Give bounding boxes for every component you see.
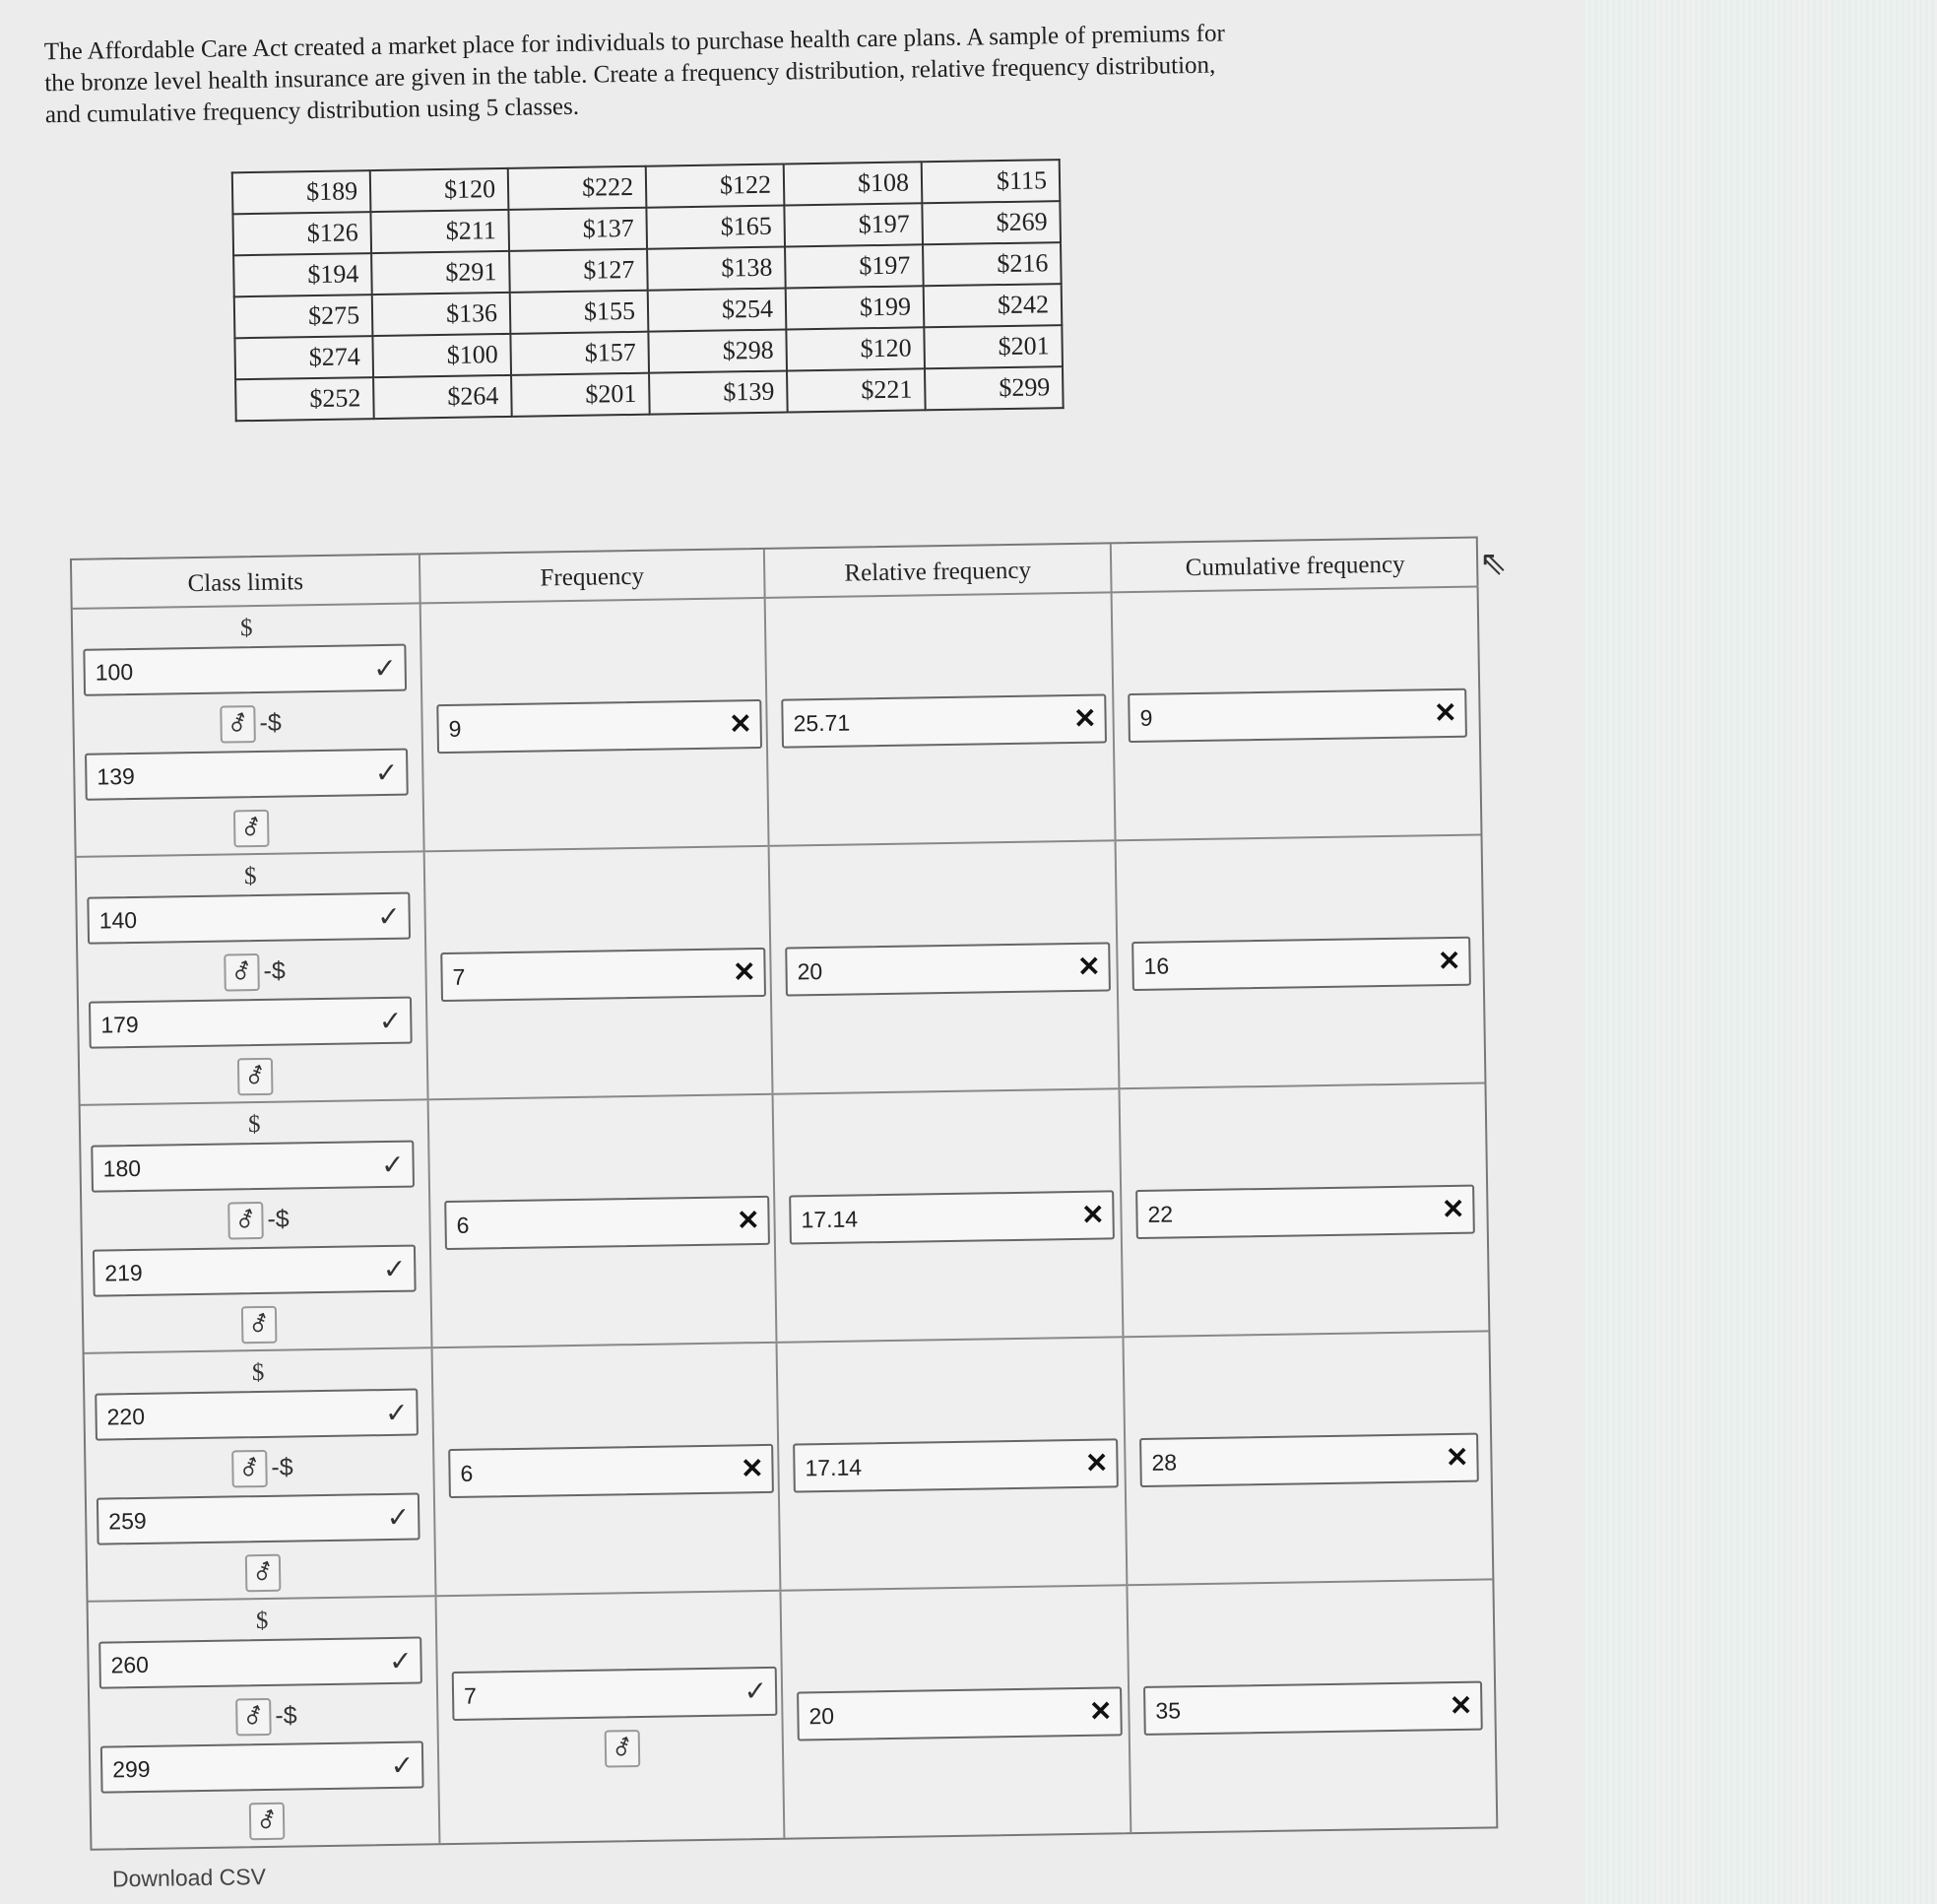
cumulative-frequency-value: 35 <box>1155 1697 1182 1724</box>
lower-limit-value: 220 <box>106 1403 146 1430</box>
relative-frequency-input[interactable] <box>789 1190 1115 1244</box>
relative-frequency-input[interactable] <box>793 1438 1119 1492</box>
gender-icon[interactable]: ⚦ <box>249 1803 286 1841</box>
relative-frequency-input[interactable] <box>781 693 1107 748</box>
check-icon: ✓ <box>390 1749 415 1781</box>
class-row <box>89 1580 1497 1848</box>
premium-cell: $137 <box>508 208 647 251</box>
frequency-value: 7 <box>452 963 466 990</box>
frequency-input[interactable] <box>448 1444 774 1498</box>
gender-icon[interactable]: ⚦ <box>605 1730 641 1768</box>
check-icon: ✓ <box>743 1674 768 1707</box>
premium-cell: $120 <box>370 168 509 212</box>
header-class-limits: Class limits <box>72 555 421 610</box>
check-icon: ✓ <box>384 1397 409 1429</box>
premium-cell: $197 <box>784 203 923 246</box>
close-icon: ✕ <box>732 956 756 988</box>
premium-cell: $157 <box>510 332 649 375</box>
premium-cell: $299 <box>925 366 1064 410</box>
close-icon: ✕ <box>728 708 752 740</box>
upper-limit-value: 139 <box>97 762 135 790</box>
premium-cell: $138 <box>647 247 786 291</box>
frequency-input[interactable] <box>436 699 762 754</box>
dollar-sign: $ <box>251 1358 265 1387</box>
close-icon: ✕ <box>1088 1695 1113 1727</box>
cumulative-frequency-input[interactable] <box>1143 1681 1483 1736</box>
upper-limit-input[interactable] <box>97 1492 420 1544</box>
premium-cell: $275 <box>234 295 373 338</box>
upper-limit-input[interactable] <box>85 749 409 801</box>
close-icon: ✕ <box>1084 1447 1109 1478</box>
class-row <box>77 835 1485 1105</box>
upper-limit-input[interactable] <box>93 1245 417 1297</box>
dash-dollar: -$ <box>271 1453 293 1481</box>
lower-limit-input[interactable] <box>91 1141 415 1193</box>
premium-cell: $211 <box>370 210 509 253</box>
gender-icon[interactable]: ⚦ <box>241 1306 278 1345</box>
close-icon: ✕ <box>1441 1193 1465 1225</box>
lower-limit-input[interactable] <box>87 892 411 945</box>
premium-cell: $126 <box>232 212 371 255</box>
close-icon: ✕ <box>1080 1199 1105 1230</box>
relative-frequency-value: 25.71 <box>793 709 851 737</box>
gender-icon[interactable]: ⚦ <box>233 810 270 848</box>
premium-cell: $298 <box>648 330 787 373</box>
upper-limit-value: 299 <box>112 1755 151 1783</box>
gender-icon[interactable]: ⚦ <box>235 1698 272 1737</box>
cumulative-frequency-value: 16 <box>1143 952 1170 979</box>
premium-cell: $127 <box>509 249 648 293</box>
premium-cell: $194 <box>233 253 372 296</box>
premium-cell: $291 <box>371 251 510 295</box>
frequency-input[interactable] <box>452 1667 778 1721</box>
header-relative-frequency: Relative frequency <box>765 544 1113 599</box>
premium-cell: $254 <box>648 289 787 332</box>
premium-cell: $139 <box>649 370 788 414</box>
lower-limit-value: 140 <box>98 906 138 934</box>
premium-cell: $269 <box>922 201 1061 244</box>
dollar-sign: $ <box>243 863 257 890</box>
lower-limit-input[interactable] <box>95 1389 419 1441</box>
check-icon: ✓ <box>386 1501 411 1534</box>
cumulative-frequency-value: 22 <box>1147 1201 1174 1227</box>
frequency-value: 6 <box>456 1212 470 1238</box>
premium-cell: $122 <box>646 164 785 208</box>
check-icon: ✓ <box>382 1253 407 1285</box>
lower-limit-value: 180 <box>102 1154 142 1182</box>
upper-limit-value: 179 <box>100 1011 139 1038</box>
cumulative-frequency-input[interactable] <box>1139 1433 1479 1487</box>
relative-frequency-value: 17.14 <box>805 1454 863 1481</box>
class-row <box>73 588 1481 858</box>
cumulative-frequency-value: 28 <box>1151 1449 1178 1476</box>
download-csv-link[interactable]: Download CSV <box>111 1863 267 1892</box>
premium-cell: $165 <box>646 206 785 249</box>
check-icon: ✓ <box>372 652 397 685</box>
frequency-input[interactable] <box>440 948 766 1002</box>
premium-cell: $155 <box>510 291 649 334</box>
frequency-input[interactable] <box>444 1196 770 1250</box>
upper-limit-input[interactable] <box>89 997 413 1049</box>
gender-icon[interactable]: ⚦ <box>245 1554 282 1593</box>
premium-cell: $274 <box>234 336 373 379</box>
gender-icon[interactable]: ⚦ <box>237 1058 274 1096</box>
premium-cell: $242 <box>924 284 1063 327</box>
check-icon: ✓ <box>388 1645 413 1677</box>
premium-cell: $252 <box>235 377 374 421</box>
close-icon: ✕ <box>736 1205 760 1236</box>
close-icon: ✕ <box>1076 951 1101 982</box>
close-icon: ✕ <box>1445 1441 1469 1474</box>
premium-cell: $201 <box>511 373 650 417</box>
premium-cell: $222 <box>508 166 647 210</box>
close-icon: ✕ <box>1433 696 1457 729</box>
premium-cell: $189 <box>232 170 371 214</box>
close-icon: ✕ <box>1072 702 1097 734</box>
cumulative-frequency-input[interactable] <box>1131 937 1471 991</box>
check-icon: ✓ <box>378 1005 403 1037</box>
premium-table <box>231 159 1065 422</box>
relative-frequency-value: 20 <box>808 1702 835 1730</box>
lower-limit-input[interactable] <box>98 1636 422 1688</box>
relative-frequency-input[interactable] <box>797 1686 1123 1740</box>
cumulative-frequency-input[interactable] <box>1128 689 1467 743</box>
check-icon: ✓ <box>374 756 399 789</box>
upper-limit-value: 219 <box>104 1259 143 1286</box>
cumulative-frequency-input[interactable] <box>1135 1185 1475 1239</box>
premium-cell: $120 <box>786 327 925 370</box>
premium-cell: $199 <box>786 286 925 329</box>
relative-frequency-value: 17.14 <box>801 1206 859 1233</box>
close-icon: ✕ <box>1449 1689 1473 1722</box>
relative-frequency-input[interactable] <box>785 942 1111 996</box>
frequency-value: 6 <box>460 1460 474 1486</box>
premium-cell: $197 <box>785 244 924 288</box>
dash-dollar: -$ <box>259 708 283 737</box>
cumulative-frequency-value: 9 <box>1139 704 1153 731</box>
dash-dollar: -$ <box>275 1701 297 1730</box>
relative-frequency-value: 20 <box>797 958 823 985</box>
cursor-icon: ⇖ <box>1479 545 1508 582</box>
upper-limit-input[interactable] <box>100 1740 424 1793</box>
gender-icon[interactable]: ⚦ <box>224 953 260 992</box>
lower-limit-value: 260 <box>110 1651 150 1678</box>
premium-cell: $201 <box>924 325 1063 368</box>
frequency-value: 9 <box>448 715 462 742</box>
premium-cell: $136 <box>372 293 511 336</box>
question-text: The Affordable Care Act created a market place for individuals to purchase health care plans. A sample of premiums for the bronze level health insurance are given in the table. Create a frequency distribution, relative frequency distribution, and cumulative frequency distribution using 5 classes. <box>43 20 1226 129</box>
premium-cell: $264 <box>373 375 512 419</box>
check-icon: ✓ <box>380 1149 405 1181</box>
premium-cell: $221 <box>787 368 926 412</box>
check-icon: ✓ <box>376 900 401 933</box>
premium-cell: $216 <box>923 242 1062 286</box>
upper-limit-value: 259 <box>108 1507 147 1535</box>
close-icon: ✕ <box>1437 945 1461 977</box>
dollar-sign: $ <box>239 615 253 642</box>
lower-limit-input[interactable] <box>83 644 407 696</box>
dollar-sign: $ <box>247 1110 261 1139</box>
class-row <box>81 1083 1489 1353</box>
gender-icon[interactable]: ⚦ <box>227 1202 264 1240</box>
premium-cell: $115 <box>922 160 1061 203</box>
premium-cell: $108 <box>784 162 923 205</box>
frequency-value: 7 <box>463 1682 478 1709</box>
header-frequency: Frequency <box>420 550 766 604</box>
frequency-table <box>70 536 1498 1850</box>
header-cumulative-frequency: Cumulative frequency <box>1112 538 1479 593</box>
dash-dollar: -$ <box>263 956 286 985</box>
dollar-sign: $ <box>255 1607 269 1635</box>
lower-limit-value: 100 <box>95 658 134 686</box>
gender-icon[interactable]: ⚦ <box>231 1450 268 1488</box>
class-row <box>85 1332 1493 1602</box>
gender-icon[interactable]: ⚦ <box>220 705 256 744</box>
premium-cell: $100 <box>372 334 511 377</box>
close-icon: ✕ <box>740 1453 764 1484</box>
dash-dollar: -$ <box>267 1205 290 1233</box>
